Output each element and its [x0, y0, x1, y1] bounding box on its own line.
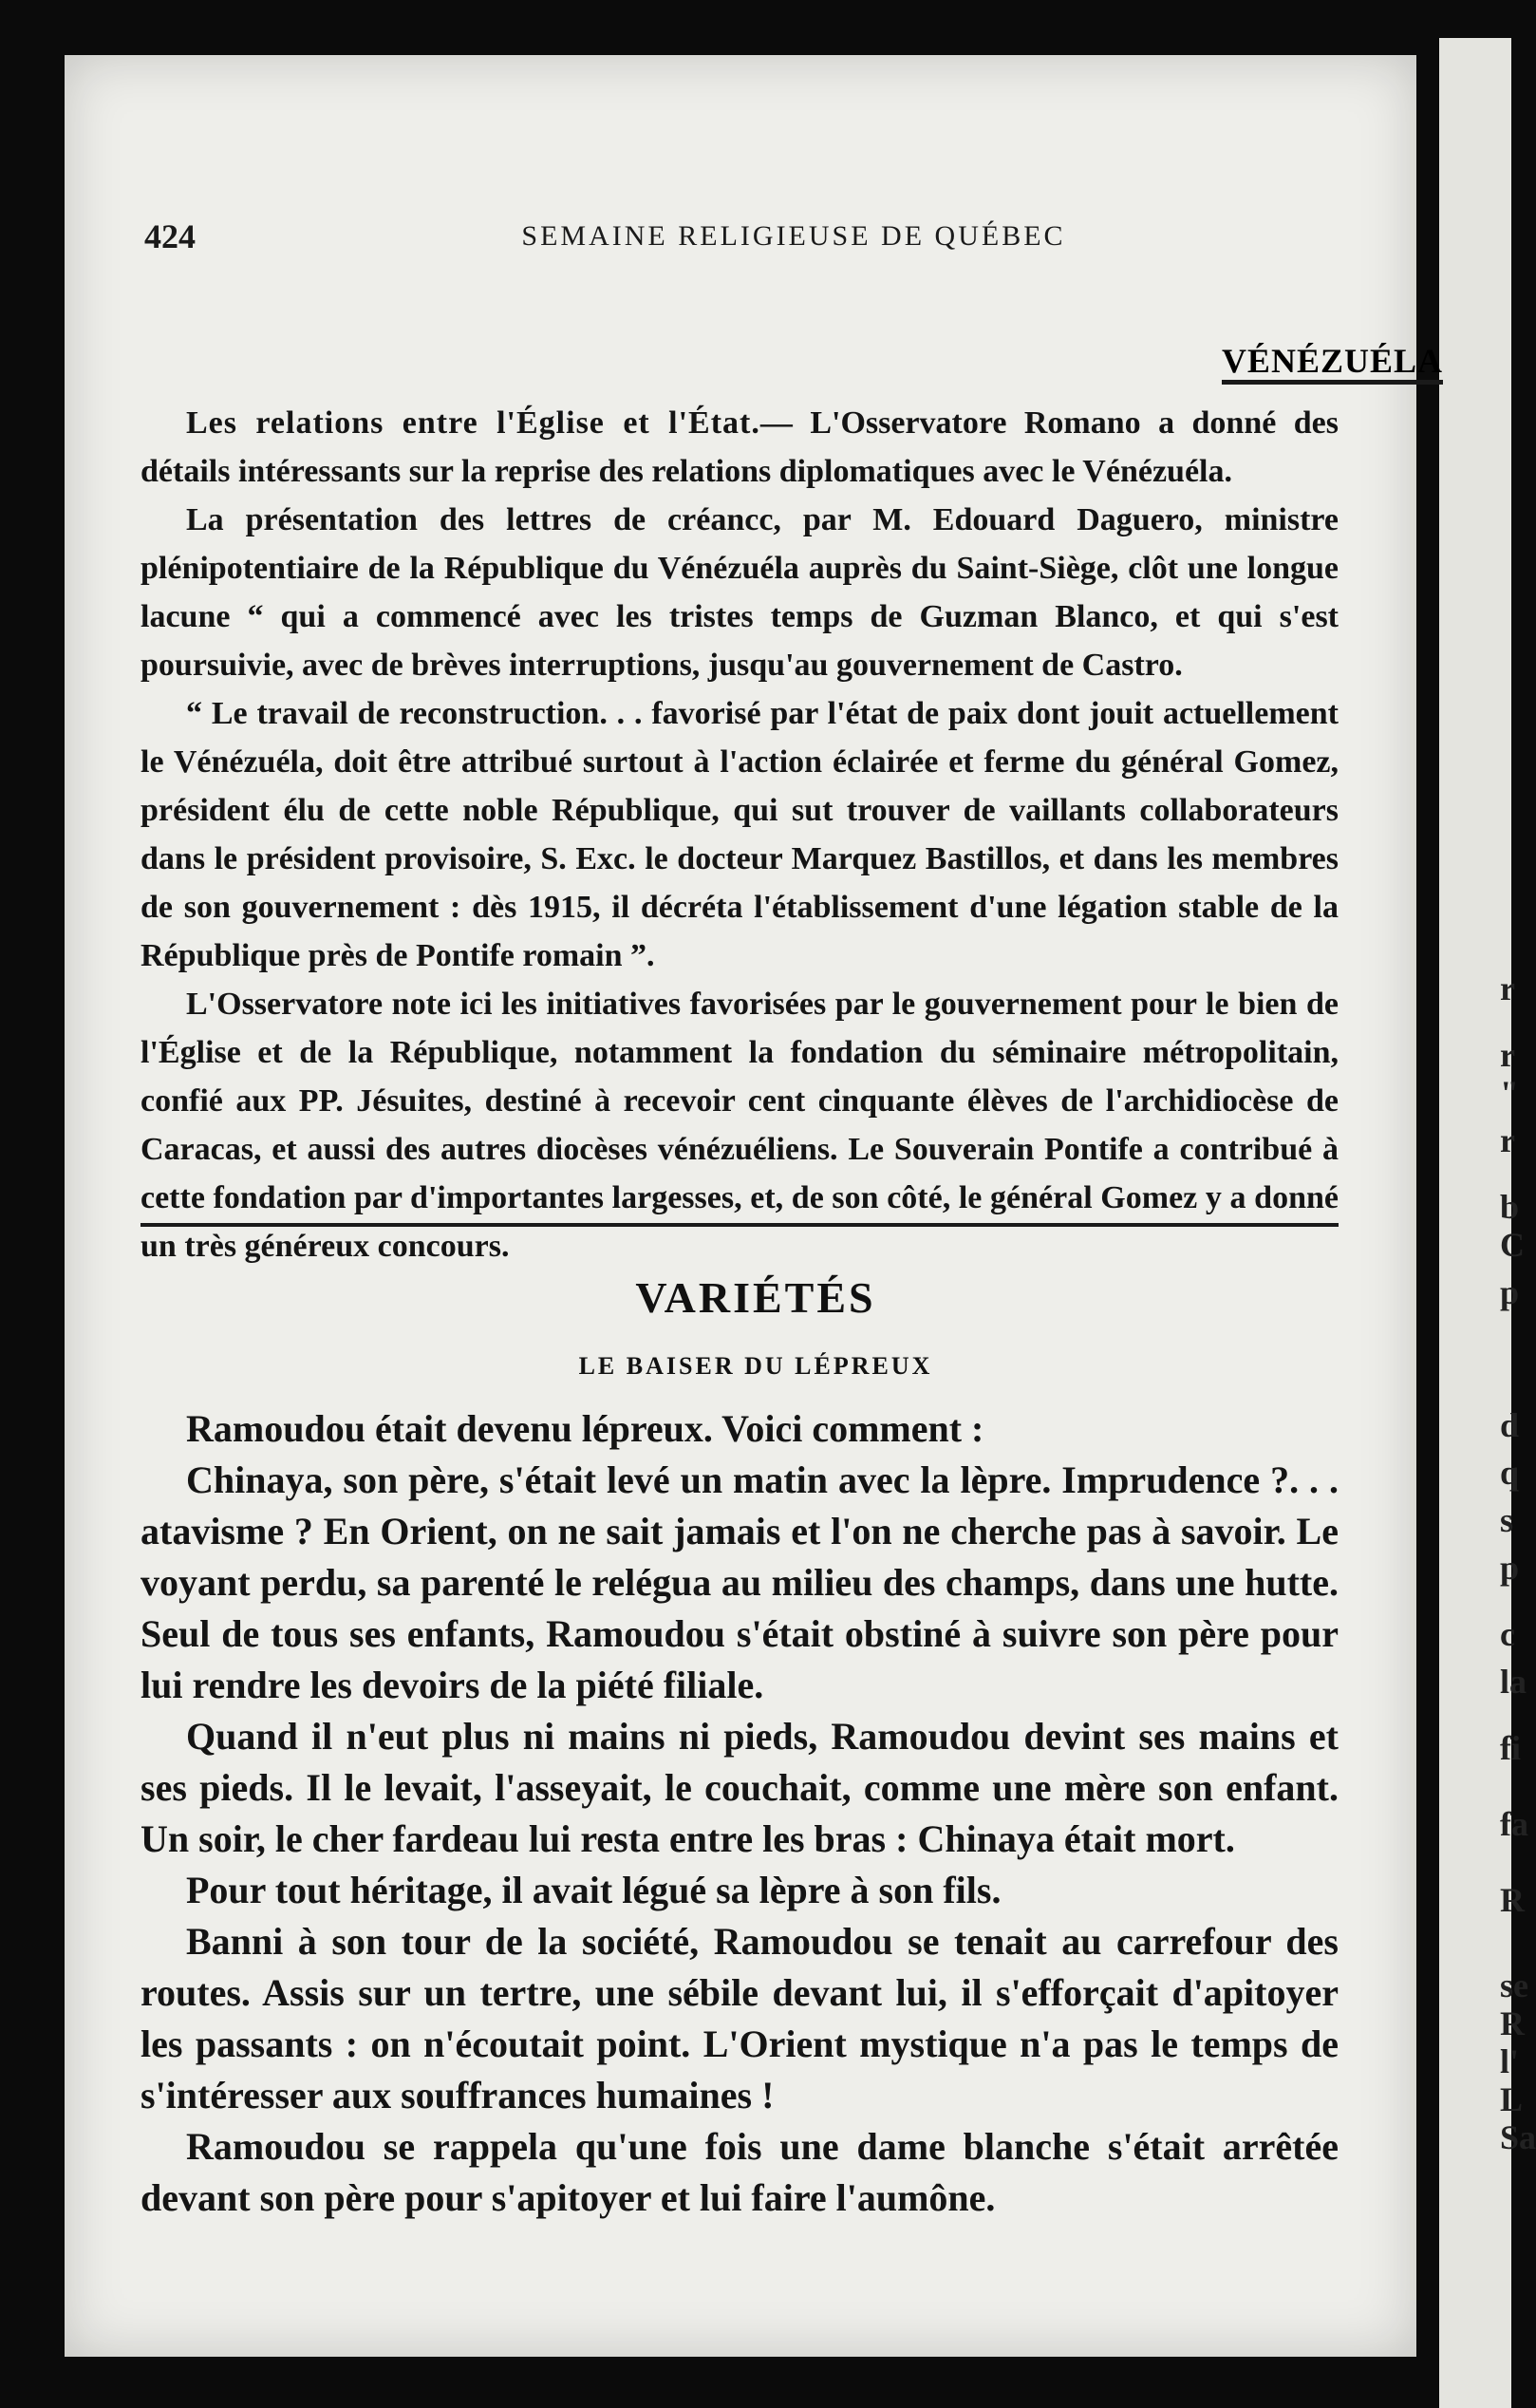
adjacent-fragment: l': [1500, 2042, 1520, 2080]
adjacent-fragment: fa: [1500, 1805, 1528, 1843]
adjacent-fragment: R: [1500, 1881, 1525, 1919]
adjacent-fragment: L: [1500, 2080, 1524, 2118]
adjacent-fragment: r: [1500, 1036, 1515, 1074]
news-country-heading: VÉNÉZUÉLA: [1222, 344, 1443, 385]
news-paragraph: [140, 399, 1339, 496]
adjacent-fragment: se: [1500, 1966, 1528, 2004]
news-paragraph: La présentation des lettres de créancc, par M. Edouard Daguero, ministre plénipotentiaire de la République du Vénézuéla auprès du Saint-Siège, clôt une longue lacune “ qui a commencé avec les tristes temps de Guzman Blanco, et qui s'est poursuivie, avec de brèves interruptions, jusqu'au gouvernement de Castro.: [140, 502, 1339, 683]
section-divider: [140, 1223, 1339, 1227]
news-paragraph: L'Osservatore note ici les initiatives favorisées par le gouvernement pour le bien de l'Église et de la République, notamment la fondation du séminaire métropolitain, confié aux PP. Jésuites, destiné à recevoir cent cinquante élèves de l'archidiocèse de Caracas, et aussi des autres diocèses vénézuéliens. Le Souverain Pontife a contribué à cette fondation par d'importantes largesses, et, de son côté, le général Gomez y a donné un très généreux concours.: [140, 987, 1339, 1264]
page-header: [144, 216, 1443, 270]
news-title: Les relations entre l'Église et l'État.: [186, 405, 760, 441]
news-paragraph-text: — L'Osservatore Romano a donné des détails intéressants sur la reprise des relations diplomatiques avec le Vénézuéla.: [140, 405, 1339, 489]
adjacent-fragment: b: [1500, 1188, 1520, 1226]
adjacent-fragment: s: [1500, 1501, 1514, 1539]
adjacent-fragment: p: [1500, 1273, 1520, 1311]
adjacent-fragment: C: [1500, 1226, 1525, 1264]
adjacent-fragment: R: [1500, 2004, 1525, 2042]
story-paragraph: Pour tout héritage, il avait légué sa lèpre à son fils.: [186, 1869, 1002, 1911]
section-title: VARIÉTÉS: [635, 1273, 876, 1322]
page-number: 424: [144, 217, 196, 255]
adjacent-fragment: r: [1500, 1121, 1515, 1159]
adjacent-page-strip: [1439, 38, 1536, 2408]
story-paragraph: Ramoudou était devenu lépreux. Voici comment :: [186, 1407, 984, 1450]
story-title: LE BAISER DU LÉPREUX: [578, 1352, 933, 1380]
story-paragraph: Ramoudou se rappela qu'une fois une dame blanche s'était arrêtée devant son père pour s'apitoyer et lui faire l'aumône.: [140, 2125, 1339, 2219]
story-paragraph: Banni à son tour de la société, Ramoudou se tenait au carrefour des routes. Assis sur un tertre, une sébile devant lui, il s'efforçait d'apitoyer les passants : on n'écoutait point. L'Orient mystique n'a pas le temps de s'intéresser aux souffrances humaines !: [140, 1920, 1339, 2116]
adjacent-fragment: ": [1500, 1074, 1519, 1112]
news-article: [140, 399, 1339, 1270]
story-body: [140, 1403, 1339, 2224]
adjacent-fragment: c: [1500, 1615, 1515, 1653]
adjacent-fragment: fi: [1500, 1729, 1521, 1767]
adjacent-fragment: p: [1500, 1549, 1520, 1587]
adjacent-fragment: Sa: [1500, 2118, 1536, 2156]
adjacent-fragment: r: [1500, 969, 1515, 1007]
story-paragraph: Chinaya, son père, s'était levé un matin avec la lèpre. Imprudence ?. . . atavisme ? En Orient, on ne sait jamais et l'on ne cherche pas à savoir. Le voyant perdu, sa parenté le relégua au milieu des champs, dans une hutte. Seul de tous ses enfants, Ramoudou s'était obstiné à suivre son père pour lui rendre les devoirs de la piété filiale.: [140, 1458, 1339, 1706]
adjacent-fragment: q: [1500, 1454, 1520, 1492]
running-title: SEMAINE RELIGIEUSE DE QUÉBEC: [521, 220, 1066, 252]
news-paragraph: “ Le travail de reconstruction. . . favorisé par l'état de paix dont jouit actuellement le Vénézuéla, doit être attribué surtout à l'action éclairée et ferme du général Gomez, président élu de cette noble République, qui sut trouver de vaillants collaborateurs dans le président provisoire, S. Exc. le docteur Marquez Bastillos, et dans les membres de son gouvernement : dès 1915, il décréta l'établissement d'une légation stable de la République près de Pontife romain ”.: [140, 696, 1339, 973]
adjacent-fragment: la: [1500, 1663, 1527, 1701]
story-paragraph: Quand il n'eut plus ni mains ni pieds, Ramoudou devint ses mains et ses pieds. Il le levait, l'asseyait, le couchait, comme une mère son enfant. Un soir, le cher fardeau lui resta entre les bras : Chinaya était mort.: [140, 1715, 1339, 1860]
adjacent-fragment: d: [1500, 1406, 1520, 1444]
